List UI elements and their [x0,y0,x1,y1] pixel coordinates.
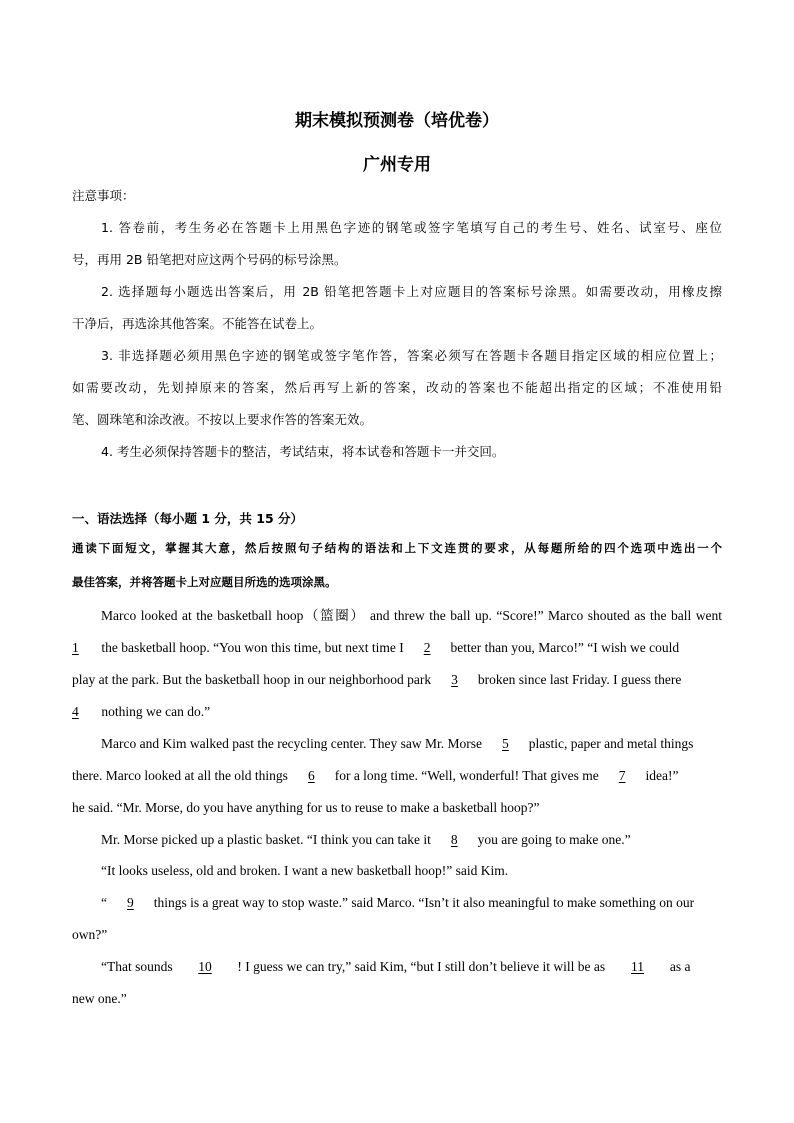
notice-heading: 注意事项： [72,188,135,203]
passage-text: “ [101,895,111,910]
answer-blank: 4 [72,704,79,719]
answer-blank: 8 [450,832,458,847]
passage-text: play at the park. But the basketball hoop in our neighborhood park [72,672,435,687]
answer-blank: 11 [631,959,645,974]
passage-line [101,734,693,754]
notice-line: 4. 考生必须保持答题卡的整洁，考试结束，将本试卷和答题卡一并交回。 [101,444,505,459]
passage-line [101,606,722,626]
passage-text: there. Marco looked at all the old things [72,768,292,783]
passage-text: plastic, paper and metal things [525,736,694,751]
passage-text: for a long time. “Well, wonderful! That gives me [331,768,603,783]
passage-text: better than you, Marco!” “I wish we could [447,640,680,655]
passage-text: “That sounds [101,959,176,974]
passage-line [72,638,679,658]
answer-blank: 5 [502,736,509,751]
answer-blank: 9 [127,895,134,910]
passage-line [101,957,691,977]
passage-line [72,702,210,722]
notice-line: 如需要改动，先划掉原来的答案，然后再写上新的答案，改动的答案也不能超出指定的区域；不准使用铅 [72,380,722,395]
passage-text: as a [666,959,691,974]
notice-line: 2. 选择题每小题选出答案后，用 2B 铅笔把答题卡上对应题目的答案标号涂黑。如需要改动，用橡皮擦 [101,284,722,299]
notice-line: 笔、圆珠笔和涂改液。不按以上要求作答的答案无效。 [72,412,373,427]
answer-blank: 1 [72,640,79,655]
passage-text: he said. “Mr. Morse, do you have anything for us to reuse to make a basketball hoop?” [72,800,540,815]
passage-text: the basketball hoop. “You won this time, but next time I [98,640,408,655]
answer-blank: 7 [618,768,626,783]
exam-subtitle: 广州专用 [363,155,431,175]
passage-text: new one.” [72,991,127,1006]
passage-text: ! I guess we can try,” said Kim, “but I still don’t believe it will be as [234,959,609,974]
answer-blank: 2 [423,640,431,655]
section-instructions: 通读下面短文，掌握其大意，然后按照句子结构的语法和上下文连贯的要求，从每题所给的四个选项中选出一个 [72,541,722,555]
passage-text: nothing we can do.” [98,704,211,719]
passage-line [72,798,540,818]
passage-text: Marco and Kim walked past the recycling center. They saw Mr. Morse [101,736,486,751]
passage-line [101,861,508,881]
passage-line [72,766,679,786]
passage-text: broken since last Friday. I guess there [474,672,682,687]
passage-text: Marco looked at the basketball hoop（篮圈） and threw the ball up. “Score!” Marco shouted as the ball went [101,608,722,623]
passage-text: “It looks useless, old and broken. I want a new basketball hoop!” said Kim. [101,863,509,878]
notice-line: 3. 非选择题必须用黑色字迹的钢笔或签字笔作答，答案必须写在答题卡各题目指定区域的相应位置上； [101,348,722,363]
answer-blank: 10 [198,959,212,974]
passage-text: idea!” [642,768,679,783]
passage-text: Mr. Morse picked up a plastic basket. “I think you can take it [101,832,435,847]
passage-text: own?” [72,927,108,942]
passage-text: you are going to make one.” [474,832,631,847]
passage-line [72,925,107,945]
passage-line [72,989,127,1009]
passage-text: things is a great way to stop waste.” said Marco. “Isn’t it also meaningful to make something on our [150,895,695,910]
passage-line [101,830,631,850]
passage-line [101,893,694,913]
passage-line [72,670,681,690]
notice-line: 号，再用 2B 铅笔把对应这两个号码的标号涂黑。 [72,252,347,267]
exam-title: 期末模拟预测卷（培优卷） [295,111,499,131]
answer-blank: 3 [451,672,458,687]
answer-blank: 6 [307,768,315,783]
section-instructions: 最佳答案，并将答题卡上对应题目所选的选项涂黑。 [72,575,337,589]
section-heading: 一、语法选择（每小题 1 分，共 15 分） [72,511,304,526]
notice-line: 1. 答卷前，考生务必在答题卡上用黑色字迹的钢笔或签字笔填写自己的考生号、姓名、试室号、座位 [101,220,722,235]
notice-line: 干净后，再选涂其他答案。不能答在试卷上。 [72,316,323,331]
